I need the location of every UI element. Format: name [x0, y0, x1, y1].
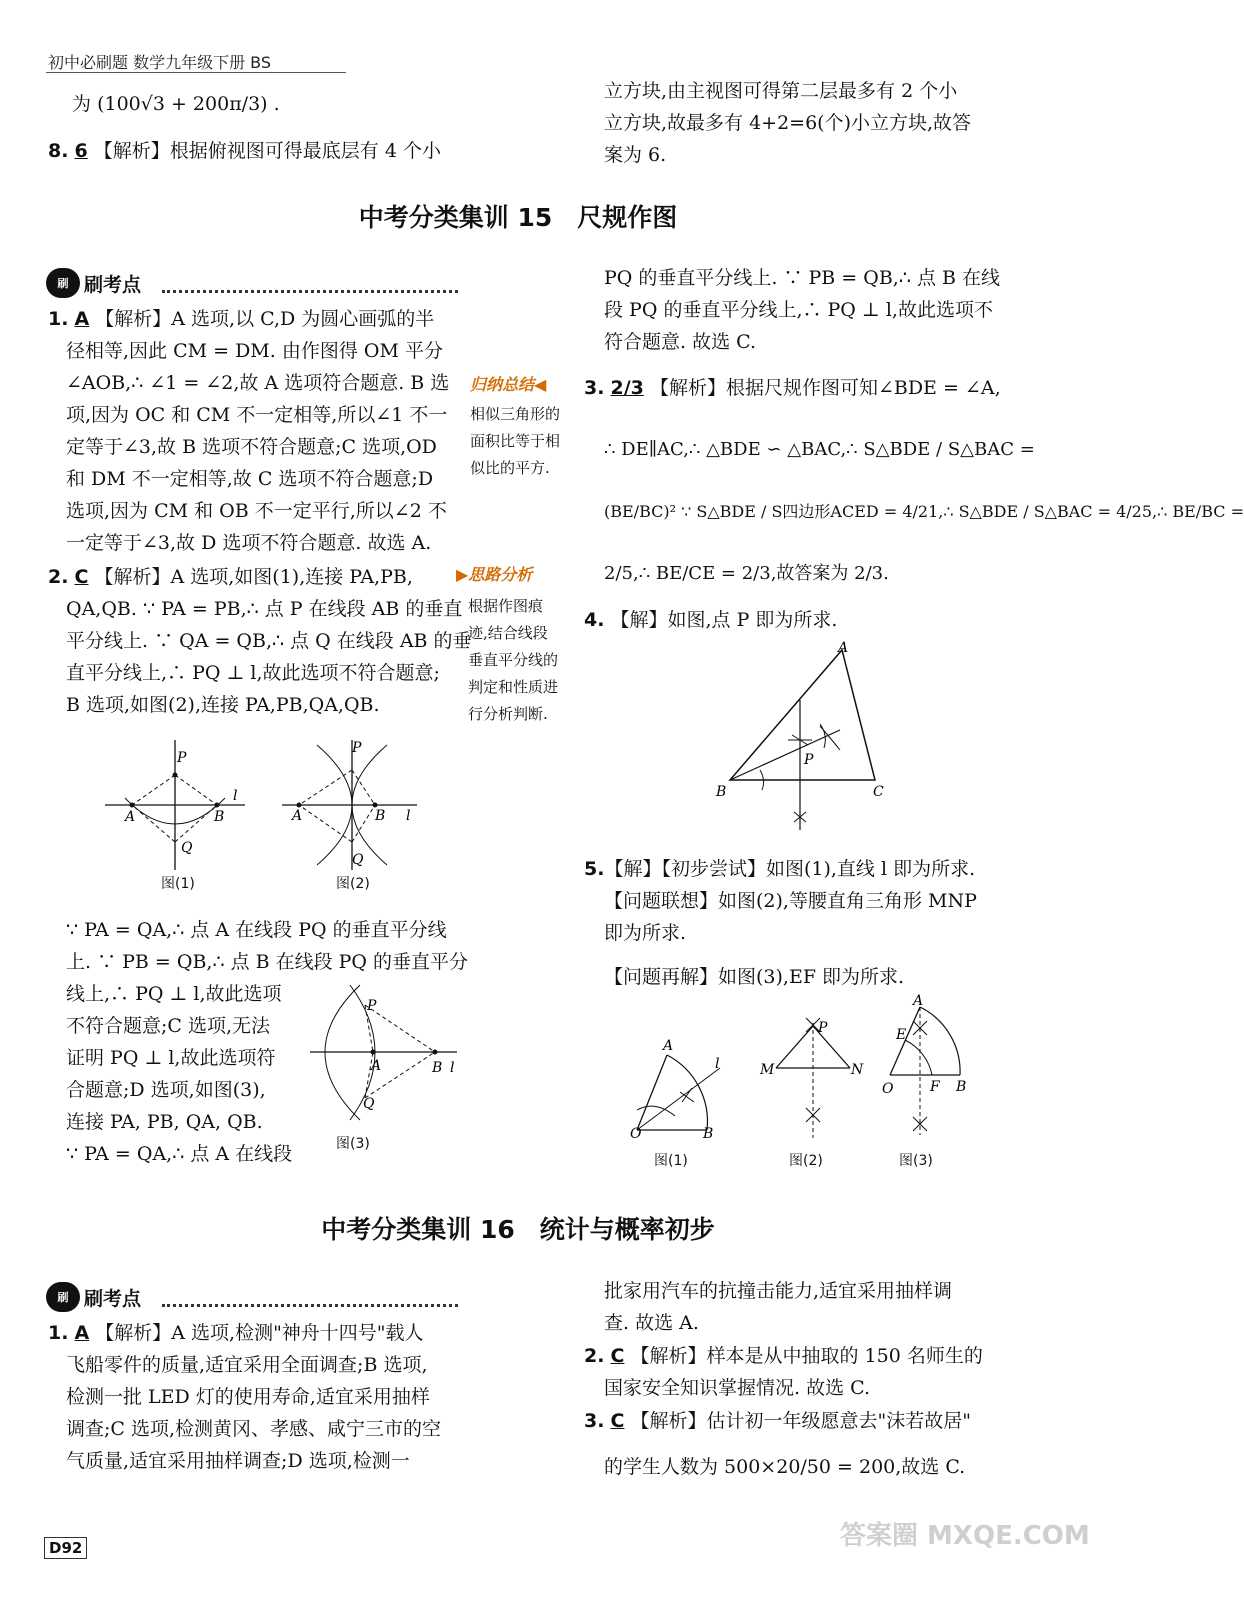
svg-text:A: A	[663, 1038, 674, 1054]
svg-text:A: A	[371, 1058, 382, 1074]
item-8	[48, 135, 441, 167]
q-line: 一定等于∠3,故 D 选项不符合题意. 故选 A.	[66, 532, 432, 554]
svg-text:A: A	[125, 809, 136, 825]
section-title-15: 中考分类集训 15 尺规作图	[358, 203, 678, 232]
q-line: 的学生人数为 500×20/50 = 200,故选 C.	[604, 1456, 966, 1478]
svg-text:A: A	[913, 993, 924, 1009]
q-line: 检测一批 LED 灯的使用寿命,适宜采用抽样	[66, 1386, 430, 1408]
q-number: 1.	[48, 308, 69, 330]
q3-line-3: (BE/BC)² ∵ S△BDE / S四边形ACED = 4/21,∴ S△BDE / S△BAC = 4/25,∴ BE/BC =	[604, 502, 1244, 521]
svg-text:F: F	[930, 1079, 940, 1095]
svg-text:Q: Q	[181, 840, 193, 856]
q-line: 和 DM 不一定相等,故 C 选项不符合题意;D	[66, 468, 434, 490]
badge-practice-15	[46, 268, 141, 298]
q-line: 【解】如图,点 P 即为所求.	[610, 609, 838, 631]
formula-end: .	[273, 93, 280, 115]
q-line: 符合题意. 故选 C.	[604, 331, 757, 353]
badge-label: 刷考点	[84, 1287, 142, 1310]
q-line: ∠AOB,∴ ∠1 = ∠2,故 A 选项符合题意. B 选	[66, 372, 450, 394]
fig3-caption: 图(3)	[336, 1136, 370, 1152]
svg-text:E: E	[896, 1027, 907, 1043]
side-note-line: 行分析判断.	[468, 705, 548, 723]
q-line: 飞船零件的质量,适宜采用全面调查;B 选项,	[66, 1354, 428, 1376]
q-number: 1.	[48, 1322, 69, 1344]
side-note-line: 相似三角形的	[470, 405, 561, 423]
q-answer: C	[610, 1345, 625, 1367]
side-note-line: 面积比等于相	[470, 432, 561, 450]
sec15-q3-head	[584, 372, 1001, 404]
q-line: 国家安全知识掌握情况. 故选 C.	[604, 1377, 871, 1399]
formula-prefix: 为	[72, 93, 92, 115]
q-line: QA,QB. ∵ PA = PB,∴ 点 P 在线段 AB 的垂直	[66, 598, 463, 620]
svg-text:B: B	[716, 784, 727, 800]
sec15-right-cont	[604, 262, 1000, 358]
q-line: 【解析】样本是从中抽取的 150 名师生的	[630, 1345, 983, 1367]
svg-text:P: P	[818, 1020, 828, 1036]
q-line: 调查;C 选项,检测黄冈、孝感、咸宁三市的空	[66, 1418, 442, 1440]
q5-fig1-caption: 图(1)	[654, 1153, 688, 1169]
q-number: 2.	[48, 566, 69, 588]
sec16-q3	[584, 1405, 971, 1483]
svg-text:Q: Q	[352, 852, 364, 868]
svg-text:B: B	[375, 808, 386, 824]
watermark-logo: 答案圈 MXQE.COM	[840, 1521, 1090, 1551]
q-number: 3.	[584, 1410, 605, 1432]
q-line: ∵ PA = QA,∴ 点 A 在线段 PQ 的垂直平分线	[66, 919, 447, 941]
q-line: 选项,因为 CM 和 OB 不一定平行,所以∠2 不	[66, 500, 447, 522]
svg-text:Q: Q	[363, 1096, 375, 1112]
q-line: 【解析】A 选项,以 C,D 为圆心画弧的半	[95, 308, 435, 330]
svg-text:P: P	[177, 750, 187, 766]
q-line: 项,因为 OC 和 CM 不一定相等,所以∠1 不一	[66, 404, 448, 426]
formula: (100√3 + 200π/3)	[97, 93, 268, 115]
svg-text:P: P	[804, 752, 814, 768]
figure-q5-3	[880, 995, 980, 1145]
q-number: 4.	[584, 609, 605, 631]
fig1-caption: 图(1)	[161, 876, 195, 892]
q-line: 段 PQ 的垂直平分线上,∴ PQ ⊥ l,故此选项不	[604, 299, 993, 321]
q-answer: A	[74, 308, 90, 330]
q-line: 【问题再解】如图(3),EF 即为所求.	[604, 966, 905, 988]
side-note-line: 垂直平分线的	[468, 651, 559, 669]
sec15-q4	[584, 604, 837, 636]
q-line: 上. ∵ PB = QB,∴ 点 B 在线段 PQ 的垂直平分	[66, 951, 469, 973]
q-line: 合题意;D 选项,如图(3),	[66, 1079, 266, 1101]
q5-fig3-caption: 图(3)	[899, 1153, 933, 1169]
sec15-q5	[584, 853, 977, 993]
svg-text:O: O	[882, 1081, 894, 1097]
q-answer: A	[74, 1322, 90, 1344]
q5-fig2-caption: 图(2)	[789, 1153, 823, 1169]
q-line: 即为所求.	[604, 922, 687, 944]
q-number: 2.	[584, 1345, 605, 1367]
q-line: 线上,∴ PQ ⊥ l,故此选项	[66, 983, 282, 1005]
svg-text:B: B	[956, 1079, 967, 1095]
q-line: 【解析】A 选项,如图(1),连接 PA,PB,	[94, 566, 413, 588]
sec16-q1	[48, 1317, 441, 1477]
q-line: 批家用汽车的抗撞击能力,适宜采用抽样调	[604, 1280, 953, 1302]
figure-q5-1	[625, 1030, 735, 1140]
svg-text:O: O	[630, 1126, 642, 1142]
side-note-title: ▶思路分析	[456, 565, 533, 584]
sec16-right	[604, 1275, 952, 1339]
running-header: 初中必刷题 数学九年级下册 BS	[48, 53, 272, 72]
svg-text:l: l	[406, 808, 411, 824]
q-answer: C	[74, 566, 89, 588]
svg-text:C: C	[873, 784, 884, 800]
q-number: 3.	[584, 377, 605, 399]
q-line: B 选项,如图(2),连接 PA,PB,QA,QB.	[66, 694, 380, 716]
formula-line	[72, 88, 280, 120]
q-line: 证明 PQ ⊥ l,故此选项符	[66, 1047, 276, 1069]
q-line: 【解】【初步尝试】如图(1),直线 l 即为所求.	[604, 858, 976, 880]
svg-text:l: l	[450, 1060, 455, 1076]
sec15-q2	[48, 561, 472, 721]
pencil-badge-icon: 刷	[46, 268, 80, 298]
q-number: 5.	[584, 858, 605, 880]
figure-3	[305, 980, 465, 1130]
svg-text:N: N	[851, 1062, 864, 1078]
q-answer: 2/3	[610, 377, 644, 399]
q-line: 气质量,适宜采用抽样调查;D 选项,检测一	[66, 1450, 410, 1472]
item-text: 【解析】根据俯视图可得最底层有 4 个小	[93, 140, 441, 162]
sec15-q1	[48, 303, 449, 559]
header-rule	[46, 72, 346, 73]
svg-text:l: l	[715, 1056, 720, 1072]
right-top-l1: 立方块,由主视图可得第二层最多有 2 个小	[604, 80, 958, 102]
q-line: 【解析】估计初一年级愿意去"沫若故居"	[630, 1410, 971, 1432]
section-title-16: 中考分类集训 16 统计与概率初步	[321, 1215, 715, 1244]
svg-text:P: P	[367, 998, 377, 1014]
q-answer: C	[610, 1410, 625, 1432]
item-answer: 6	[74, 140, 88, 162]
figure-q5-2	[758, 1018, 868, 1143]
q-line: 平分线上. ∵ QA = QB,∴ 点 Q 在线段 AB 的垂	[66, 630, 472, 652]
q-line: PQ 的垂直平分线上. ∵ PB = QB,∴ 点 B 在线	[604, 267, 1001, 289]
side-note-analysis	[456, 562, 558, 728]
q-line: 查. 故选 A.	[604, 1312, 699, 1334]
side-note-line: 根据作图痕	[468, 597, 544, 615]
q-line: 定等于∠3,故 B 选项不符合题意;C 选项,OD	[66, 436, 437, 458]
side-note-line: 判定和性质进	[468, 678, 559, 696]
svg-text:B: B	[703, 1126, 714, 1142]
q-line: 【解析】根据尺规作图可知∠BDE = ∠A,	[649, 377, 1001, 399]
svg-text:P: P	[352, 740, 362, 756]
svg-text:B: B	[214, 809, 225, 825]
side-note-title: 归纳总结◀	[470, 375, 547, 394]
badge-practice-16	[46, 1282, 141, 1312]
dotted-rule	[162, 290, 458, 293]
pencil-badge-icon: 刷	[46, 1282, 80, 1312]
q3-line-2: ∴ DE∥AC,∴ △BDE ∽ △BAC,∴ S△BDE / S△BAC =	[604, 439, 1035, 460]
right-top-l2: 立方块,故最多有 4+2=6(个)小立方块,故答	[604, 112, 972, 134]
page-number: D92	[44, 1537, 87, 1559]
figure-q4-triangle	[700, 640, 900, 840]
q-line: 径相等,因此 CM = DM. 由作图得 OM 平分	[66, 340, 443, 362]
fig2-caption: 图(2)	[336, 876, 370, 892]
sec16-q2	[584, 1340, 983, 1404]
svg-text:B: B	[432, 1060, 443, 1076]
q3-line-4: 2/5,∴ BE/CE = 2/3,故答案为 2/3.	[604, 563, 889, 584]
q-line: 不符合题意;C 选项,无法	[66, 1015, 271, 1037]
svg-text:M: M	[760, 1062, 775, 1078]
q-line: 直平分线上,∴ PQ ⊥ l,故此选项不符合题意;	[66, 662, 440, 684]
side-note-line: 迹,结合线段	[468, 624, 548, 642]
right-top-l3: 案为 6.	[604, 144, 667, 166]
svg-text:A: A	[292, 808, 303, 824]
item-number: 8.	[48, 140, 69, 162]
badge-label: 刷考点	[84, 273, 142, 296]
side-note-summary	[470, 372, 560, 482]
side-note-line: 似比的平方.	[470, 459, 550, 477]
q-line: 连接 PA, PB, QA, QB.	[66, 1111, 263, 1133]
svg-text:A: A	[838, 640, 849, 656]
q-line: ∵ PA = QA,∴ 点 A 在线段	[66, 1143, 293, 1165]
svg-text:l: l	[233, 788, 238, 804]
q-line: 【解析】A 选项,检测"神舟十四号"载人	[95, 1322, 424, 1344]
dotted-rule	[162, 1304, 458, 1307]
q-line: 【问题联想】如图(2),等腰直角三角形 MNP	[604, 890, 977, 912]
